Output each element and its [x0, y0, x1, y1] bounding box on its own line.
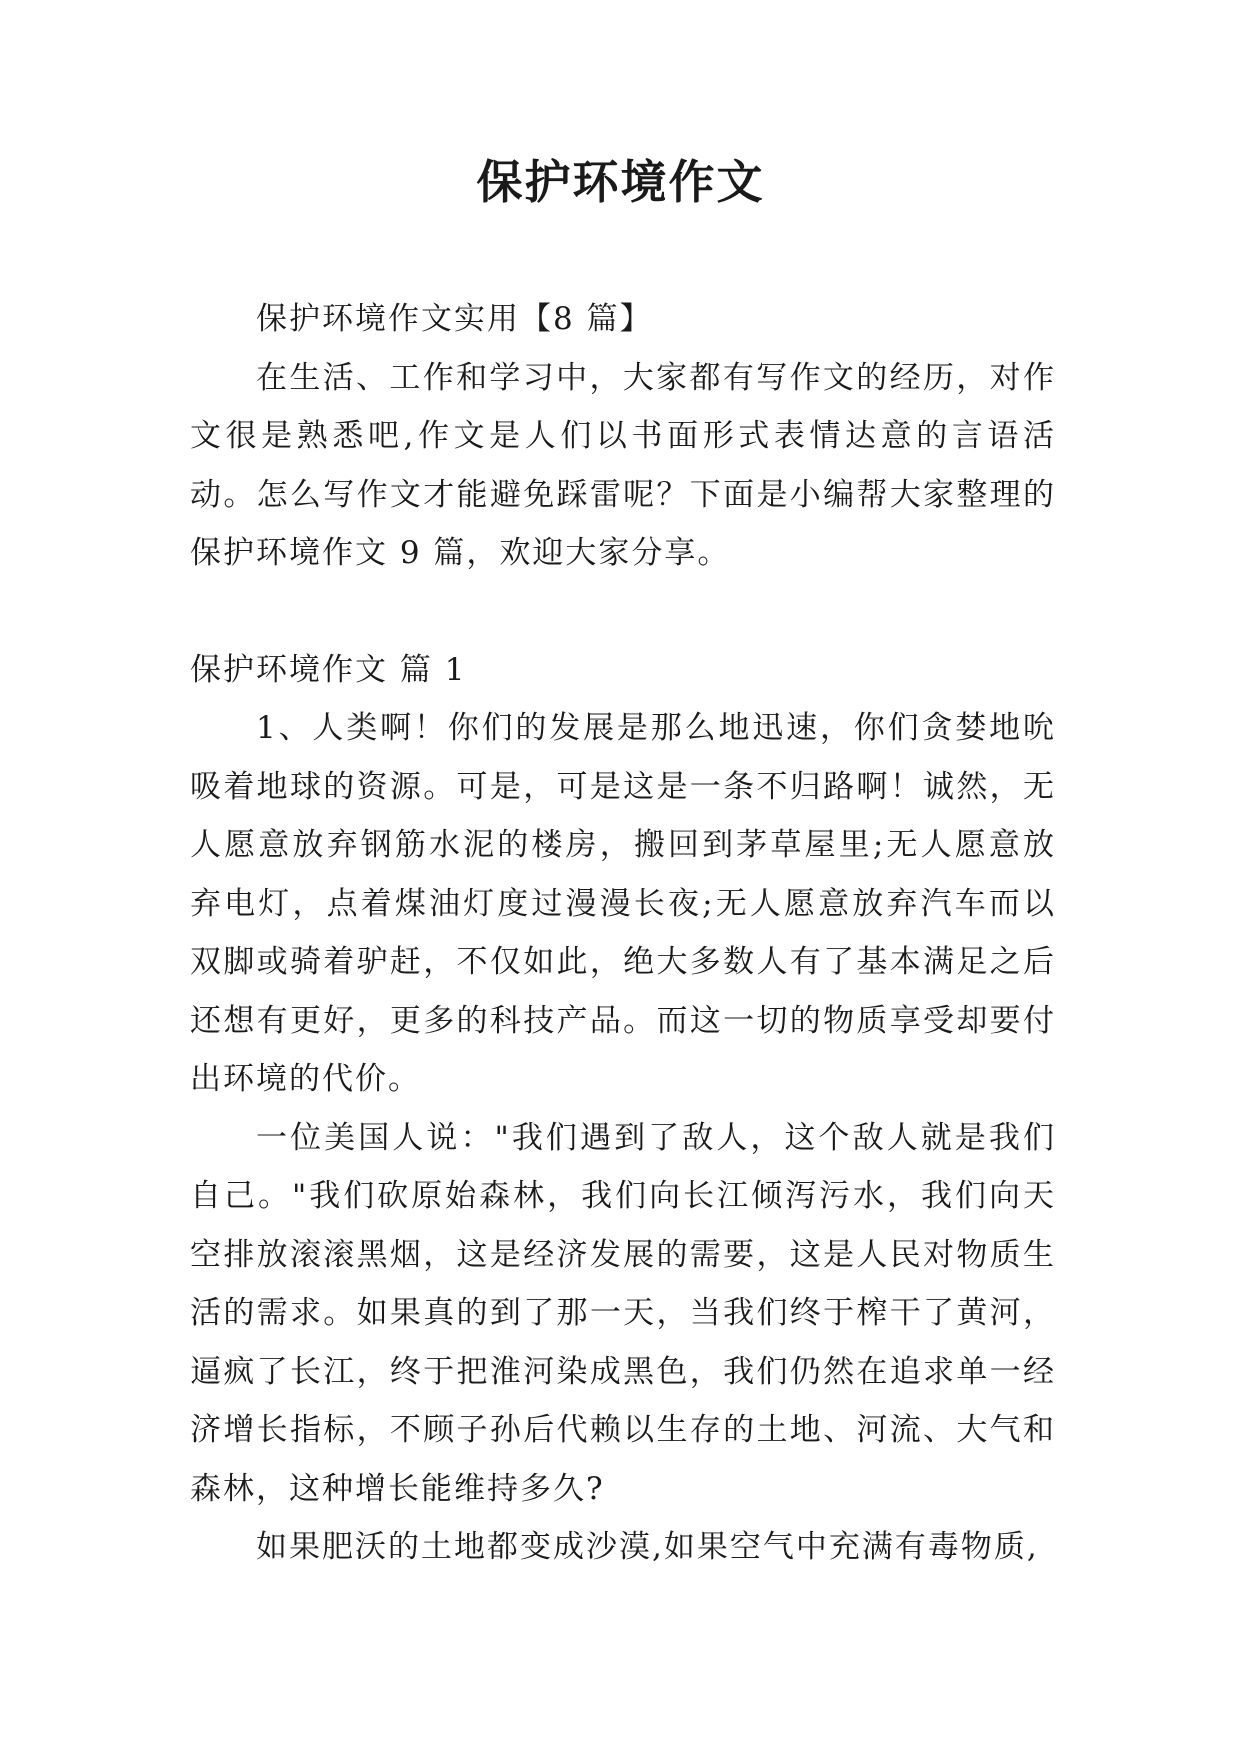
body-paragraph: 如果肥沃的土地都变成沙漠,如果空气中充满有毒物质, [256, 1529, 1039, 1565]
section-spacer [190, 583, 1056, 641]
intro-paragraph: 在生活、工作和学习中，大家都有写作文的经历，对作文很是熟悉吧,作文是人们以书面形式表情达意的言语活动。怎么写作文才能避免踩雷呢？下面是小编帮大家整理的保护环境作文 9 篇，欢迎大家分享。 [190, 359, 1056, 571]
section-heading: 保护环境作文 篇 1 [190, 651, 467, 688]
document-subtitle: 保护环境作文实用【8 篇】 [256, 301, 653, 337]
body-paragraph: 1、人类啊！你们的发展是那么地迅速，你们贪婪地吮吸着地球的资源。可是，可是这是一条不归路啊！诚然，无人愿意放弃钢筋水泥的楼房，搬回到茅草屋里;无人愿意放弃电灯，点着煤油灯度过漫漫长夜;无人愿意放弃汽车而以双脚或骑着驴赶，不仅如此，绝大多数人有了基本满足之后还想有更好，更多的科技产品。而这一切的物质享受却要付出环境的代价。 [190, 710, 1056, 1097]
document-title: 保护环境作文 [476, 155, 765, 209]
document-body [190, 290, 1056, 1577]
body-paragraph: 一位美国人说："我们遇到了敌人，这个敌人就是我们自己。"我们砍原始森林，我们向长江倾泻污水，我们向天空排放滚滚黑烟，这是经济发展的需要，这是人民对物质生活的需求。如果真的到了那一天，当我们终于榨干了黄河，逼疯了长江，终于把淮河染成黑色，我们仍然在追求单一经济增长指标，不顾子孙后代赖以生存的土地、河流、大气和森林，这种增长能维持多久? [190, 1119, 1056, 1507]
